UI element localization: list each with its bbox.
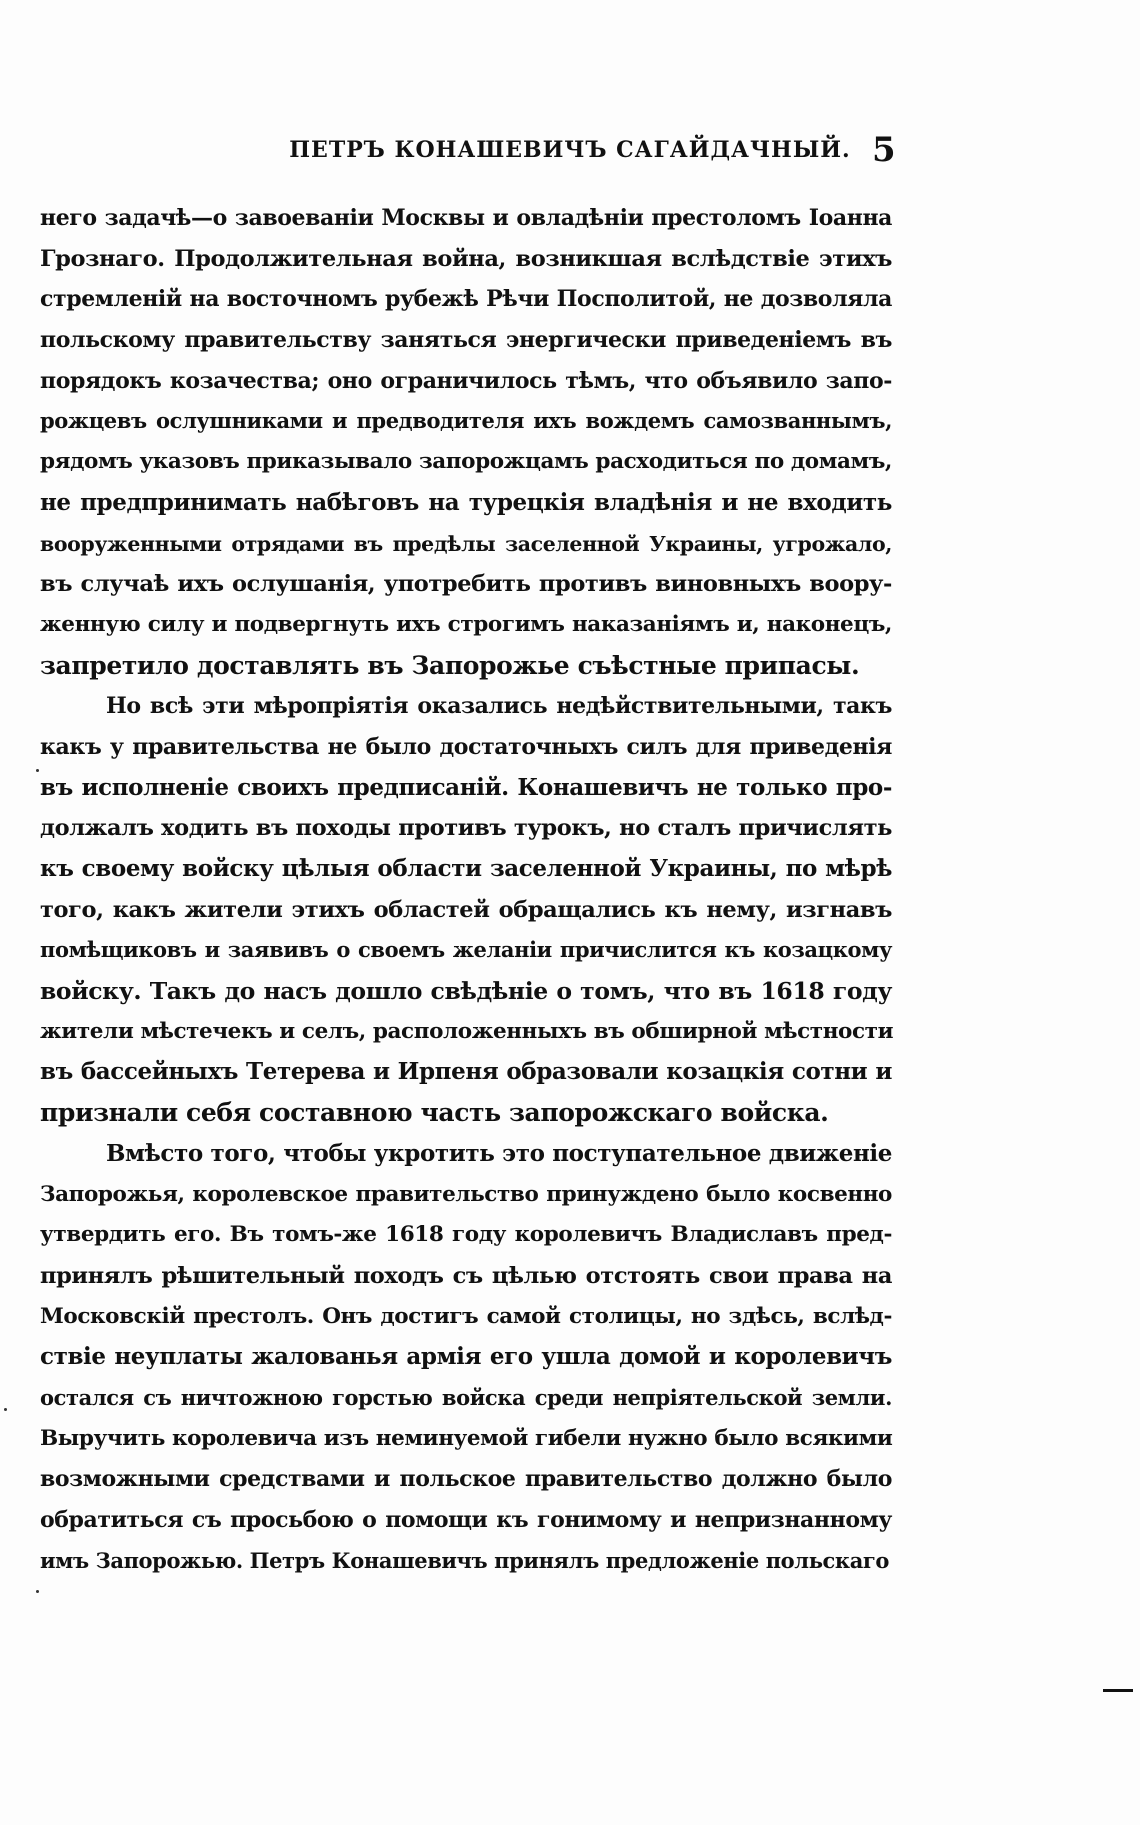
text-line: ствіе неуплаты жалованья армія его ушла домой и королевичъ	[40, 1343, 892, 1371]
text-line: не предпринимать набѣговъ на турецкія владѣнія и не входить	[40, 488, 892, 516]
text-line: женную силу и подвергнуть ихъ строгимъ наказаніямъ и, наконецъ,	[40, 611, 892, 637]
text-line: жители мѣстечекъ и селъ, расположенныхъ въ обширной мѣстности	[40, 1018, 894, 1044]
text-line: него задачѣ—о завоеваніи Москвы и овладѣніи престоломъ Іоанна	[40, 205, 892, 231]
text-line: рожцевъ ослушниками и предводителя ихъ вождемъ самозваннымъ,	[40, 408, 892, 434]
text-line: порядокъ козачества; оно ограничилось тѣмъ, что объявило запо-	[40, 367, 892, 394]
text-line: какъ у правительства не было достаточныхъ силъ для приведенія	[40, 733, 892, 760]
text-line: Но всѣ эти мѣропріятія оказались недѣйствительными, такъ	[106, 693, 892, 720]
text-line: обратиться съ просьбою о помощи къ гонимому и непризнанному	[40, 1507, 892, 1533]
text-line: имъ Запорожью. Петръ Конашевичъ принялъ предложеніе польскаго	[40, 1547, 889, 1573]
text-line: Запорожья, королевское правительство принуждено было косвенно	[40, 1181, 892, 1207]
text-line: Грознаго. Продолжительная война, возникшая вслѣдствіе этихъ	[40, 245, 892, 272]
text-line: принялъ рѣшительный походъ съ цѣлью отстоять свои права на	[40, 1262, 892, 1289]
text-line: рядомъ указовъ приказывало запорожцамъ расходиться по домамъ,	[40, 449, 892, 475]
print-speck	[4, 1408, 7, 1411]
text-line: остался съ ничтожною горстью войска среди непріятельской земли.	[40, 1384, 892, 1410]
running-title: ПЕТРЪ КОНАШЕВИЧЪ САГАЙДАЧНЫЙ.	[289, 137, 851, 163]
text-line: въ исполненіе своихъ предписаній. Конашевичъ не только про-	[40, 773, 892, 801]
text-line: въ случаѣ ихъ ослушанія, употребить противъ виновныхъ воору-	[40, 571, 892, 598]
text-line: того, какъ жители этихъ областей обращались къ нему, изгнавъ	[40, 896, 892, 923]
text-line: въ бассейныхъ Тетерева и Ирпеня образовали козацкія сотни и	[40, 1058, 892, 1086]
text-line: возможными средствами и польское правительство должно было	[40, 1466, 892, 1493]
body-text	[40, 198, 892, 1581]
text-line: Вмѣсто того, чтобы укротить это поступательное движеніе	[106, 1139, 892, 1167]
print-speck	[36, 769, 39, 772]
text-line: помѣщиковъ и заявивъ о своемъ желаніи причислится къ козацкому	[40, 937, 892, 963]
text-line: запретило доставлять въ Запорожье съѣстные припасы.	[40, 650, 860, 680]
text-line: Выручить королевича изъ неминуемой гибели нужно было всякими	[40, 1425, 893, 1451]
text-line: утвердить его. Въ томъ-же 1618 году королевичъ Владиславъ пред-	[40, 1222, 892, 1248]
text-line: войску. Такъ до насъ дошло свѣдѣніе о томъ, что въ 1618 году	[40, 977, 892, 1006]
text-line: вооруженными отрядами въ предѣлы заселенной Украины, угрожало,	[40, 531, 892, 556]
text-line: польскому правительству заняться энергически приведеніемъ въ	[40, 327, 892, 354]
text-line: стремленій на восточномъ рубежѣ Рѣчи Посполитой, не дозволяла	[40, 286, 892, 313]
text-line: къ своему войску цѣлыя области заселенной Украины, по мѣрѣ	[40, 855, 892, 882]
text-line: признали себя составною часть запорожскаго войска.	[40, 1098, 829, 1128]
print-speck	[36, 1590, 39, 1593]
text-line: Московскій престолъ. Онъ достигъ самой столицы, но здѣсь, вслѣд-	[40, 1303, 892, 1329]
page-number: 5	[872, 130, 896, 170]
text-line: должалъ ходить въ походы противъ турокъ, но сталъ причислять	[40, 815, 892, 842]
margin-dash	[1103, 1689, 1133, 1692]
